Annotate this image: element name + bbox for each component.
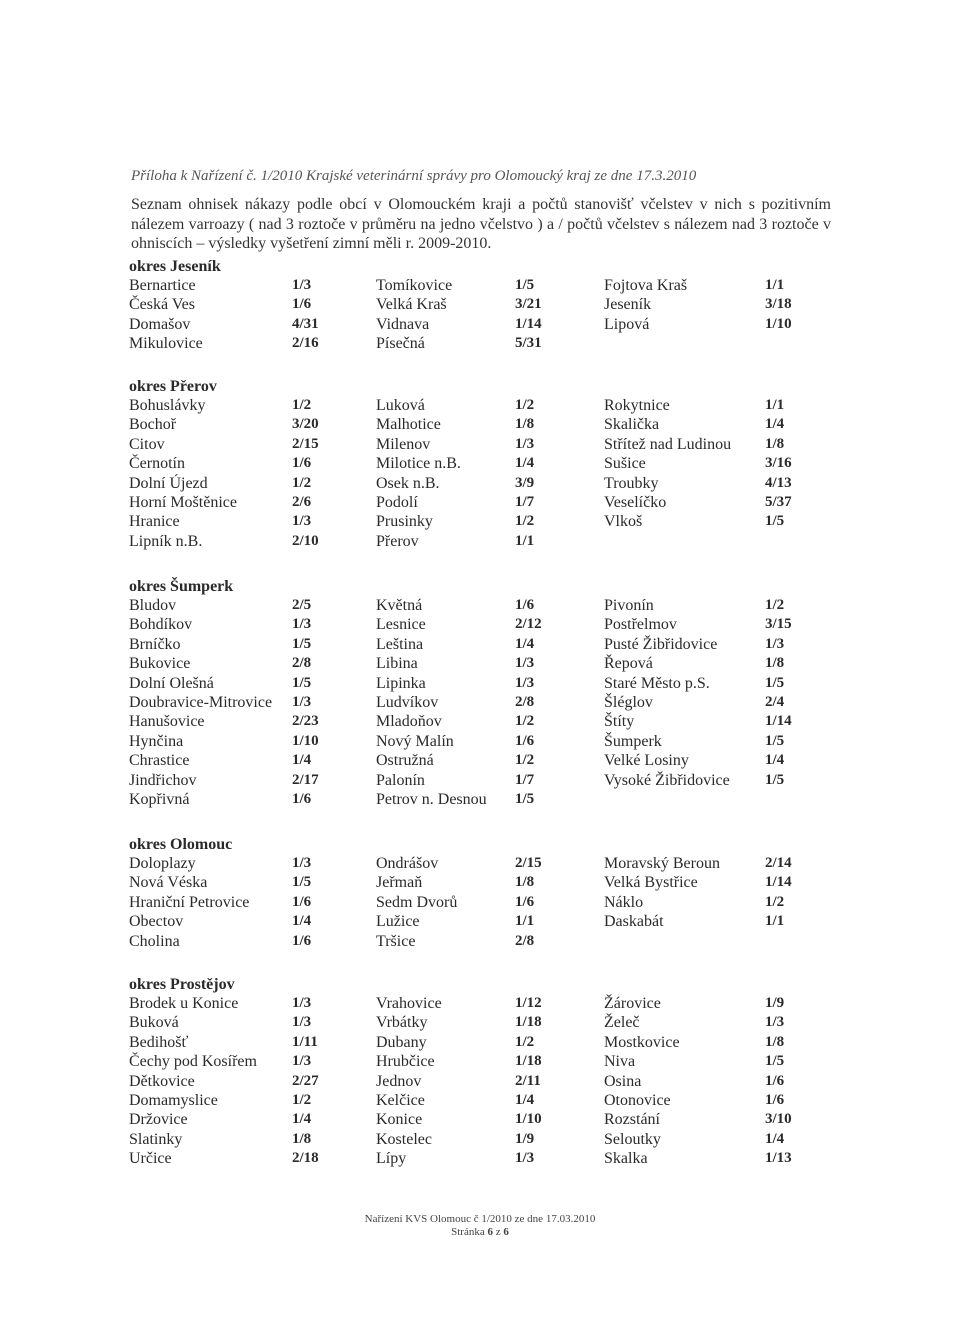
outbreak-count: 1/6: [292, 455, 312, 472]
outbreak-count: 1/1: [515, 532, 535, 549]
municipality-name: Kostelec: [376, 1130, 432, 1148]
municipality-name: Skalička: [604, 416, 660, 434]
outbreak-count: 1/10: [515, 1111, 542, 1128]
municipality-name: Velká Kraš: [376, 296, 447, 314]
outbreak-count: 1/5: [292, 635, 312, 652]
municipality-name: Skalka: [604, 1150, 648, 1168]
municipality-name: Buková: [129, 1014, 179, 1032]
municipality-grid: [129, 994, 849, 1169]
outbreak-count: 1/18: [515, 1053, 542, 1070]
outbreak-count: 1/2: [515, 397, 535, 413]
municipality-name: Bukovice: [129, 655, 191, 673]
page-footer: [0, 1213, 960, 1239]
outbreak-count: 1/2: [765, 893, 785, 910]
outbreak-count: 1/8: [292, 1130, 312, 1147]
municipality-name: Česká Ves: [129, 296, 195, 314]
outbreak-count: 1/8: [515, 416, 535, 433]
municipality-name: Žárovice: [604, 995, 661, 1012]
outbreak-count: 1/3: [292, 513, 312, 530]
outbreak-count: 1/4: [292, 913, 312, 930]
municipality-name: Bochoř: [129, 416, 177, 434]
intro-paragraph: Seznam ohnisek nákazy podle obcí v Olomouckém kraji a počtů stanovišť včelstev v nich s pozitivním nálezem varroazy ( nad 3 roztoče v průměru na jedno včelstvo ) a / počtů včelstev s nálezem nad 3 roztoče v ohniscích – výsledky vyšetření zimní měli r. 2009-2010.: [131, 196, 831, 252]
municipality-name: Horní Moštěnice: [129, 494, 237, 511]
municipality-name: Podolí: [376, 494, 418, 511]
outbreak-count: 1/6: [765, 1092, 785, 1108]
outbreak-count: 1/14: [515, 315, 542, 332]
municipality-name: Vrbátky: [376, 1014, 428, 1032]
outbreak-count: 3/18: [765, 296, 792, 313]
municipality-grid: [129, 396, 849, 551]
outbreak-count: 2/15: [515, 855, 542, 871]
page-current: 6: [487, 1226, 493, 1238]
municipality-name: Veselíčko: [604, 494, 667, 511]
municipality-name: Ostružná: [376, 752, 434, 770]
municipality-name: Jeseník: [604, 296, 652, 314]
outbreak-count: 1/5: [515, 791, 535, 807]
outbreak-count: 1/18: [515, 1014, 542, 1031]
outbreak-count: 2/4: [765, 694, 785, 710]
outbreak-count: 1/11: [292, 1033, 318, 1050]
section-title: okres Olomouc: [129, 836, 233, 853]
municipality-name: Držovice: [129, 1111, 188, 1129]
municipality-name: Fojtova Kraš: [604, 277, 688, 294]
municipality-name: Nový Malín: [376, 732, 454, 750]
outbreak-count: 1/7: [515, 771, 535, 788]
municipality-name: Mostkovice: [604, 1033, 680, 1051]
outbreak-count: 1/3: [765, 635, 785, 652]
municipality-name: Bedihošť: [129, 1033, 189, 1051]
outbreak-count: 1/2: [765, 597, 785, 613]
outbreak-count: 1/3: [515, 435, 535, 452]
municipality-name: Šléglov: [604, 694, 653, 711]
outbreak-count: 1/6: [515, 732, 535, 749]
outbreak-count: 1/3: [292, 995, 312, 1011]
outbreak-count: 1/5: [765, 771, 785, 788]
outbreak-count: 2/12: [515, 616, 542, 633]
outbreak-count: 1/3: [765, 1014, 785, 1031]
outbreak-count: 3/10: [765, 1111, 792, 1128]
municipality-name: Rokytnice: [604, 397, 670, 414]
municipality-name: Vlkoš: [604, 513, 643, 531]
municipality-grid: [129, 596, 849, 809]
outbreak-count: 2/5: [292, 597, 312, 613]
municipality-name: Mikulovice: [129, 335, 203, 353]
municipality-name: Troubky: [604, 474, 659, 492]
outbreak-count: 1/4: [515, 455, 535, 472]
outbreak-count: 1/1: [765, 913, 785, 930]
municipality-name: Seloutky: [604, 1130, 661, 1148]
outbreak-count: 2/23: [292, 713, 319, 730]
municipality-name: Řepová: [604, 655, 653, 673]
municipality-name: Štíty: [604, 713, 635, 731]
section-prostejov: [129, 975, 849, 1169]
municipality-name: Jednov: [376, 1072, 422, 1090]
outbreak-count: 5/31: [515, 335, 542, 352]
municipality-name: Tršice: [376, 932, 416, 950]
municipality-name: Otonovice: [604, 1092, 671, 1109]
municipality-name: Doubravice-Mitrovice: [129, 694, 273, 711]
municipality-name: Čechy pod Kosířem: [129, 1053, 257, 1071]
outbreak-count: 1/2: [292, 474, 312, 491]
outbreak-count: 1/1: [765, 397, 785, 413]
page-prefix: Stránka: [451, 1226, 485, 1238]
municipality-name: Petrov n. Desnou: [376, 791, 487, 808]
municipality-name: Hraniční Petrovice: [129, 893, 250, 911]
outbreak-count: 1/8: [515, 874, 535, 891]
municipality-name: Libina: [376, 655, 418, 673]
municipality-name: Chrastice: [129, 752, 190, 770]
outbreak-count: 1/7: [515, 494, 535, 510]
outbreak-count: 1/9: [765, 995, 785, 1011]
municipality-name: Prusinky: [376, 513, 433, 531]
municipality-name: Bohdíkov: [129, 616, 193, 634]
section-title: okres Prostějov: [129, 976, 235, 993]
outbreak-count: 2/6: [292, 494, 312, 510]
section-sumperk: [129, 577, 849, 809]
outbreak-count: 1/3: [292, 855, 312, 871]
municipality-name: Doloplazy: [129, 855, 196, 872]
municipality-name: Jindřichov: [129, 771, 197, 789]
outbreak-count: 1/5: [765, 732, 785, 749]
municipality-name: Dolní Újezd: [129, 474, 208, 492]
municipality-name: Milenov: [376, 435, 431, 453]
outbreak-count: 1/2: [515, 513, 535, 530]
municipality-name: Bohuslávky: [129, 397, 206, 414]
municipality-name: Náklo: [604, 893, 644, 911]
outbreak-count: 1/3: [292, 277, 312, 293]
municipality-name: Citov: [129, 435, 165, 453]
outbreak-count: 1/6: [765, 1072, 785, 1089]
municipality-name: Jeřmaň: [376, 874, 423, 892]
municipality-grid: [129, 276, 849, 354]
outbreak-count: 1/6: [515, 893, 535, 910]
municipality-name: Domamyslice: [129, 1092, 218, 1109]
outbreak-count: 2/16: [292, 335, 319, 352]
section-jesenik: [129, 257, 849, 354]
municipality-name: Vrahovice: [376, 995, 442, 1012]
section-prerov: [129, 377, 849, 551]
page-number: [0, 1226, 960, 1239]
section-olomouc: [129, 835, 849, 951]
outbreak-count: 1/13: [765, 1150, 792, 1167]
outbreak-count: 1/2: [515, 1033, 535, 1050]
municipality-name: Kopřivná: [129, 791, 190, 808]
outbreak-count: 3/16: [765, 455, 792, 472]
municipality-name: Hrubčice: [376, 1053, 435, 1071]
outbreak-count: 1/1: [765, 277, 785, 293]
municipality-name: Velké Losiny: [604, 752, 689, 770]
municipality-name: Luková: [376, 397, 425, 414]
municipality-name: Hynčina: [129, 732, 184, 750]
document-header: Příloha k Nařízení č. 1/2010 Krajské veterinární správy pro Olomoucký kraj ze dne 17.3.2010: [131, 168, 697, 184]
outbreak-count: 1/8: [765, 655, 785, 672]
outbreak-count: 3/20: [292, 416, 319, 433]
municipality-name: Bernartice: [129, 277, 196, 294]
municipality-name: Lužice: [376, 913, 420, 931]
outbreak-count: 1/14: [765, 713, 792, 730]
outbreak-count: 1/6: [292, 932, 312, 949]
municipality-name: Lípy: [376, 1150, 407, 1168]
municipality-name: Květná: [376, 597, 423, 614]
municipality-name: Dolní Olešná: [129, 674, 214, 692]
outbreak-count: 2/15: [292, 435, 319, 452]
outbreak-count: 1/4: [765, 416, 785, 433]
outbreak-count: 1/6: [292, 893, 312, 910]
outbreak-count: 1/5: [765, 1053, 785, 1070]
municipality-name: Lipová: [604, 315, 650, 333]
municipality-name: Milotice n.B.: [376, 455, 461, 473]
outbreak-count: 1/8: [765, 435, 785, 452]
outbreak-count: 2/27: [292, 1072, 319, 1089]
footer-reference: Nařízení KVS Olomouc č 1/2010 ze dne 17.03.2010: [364, 1213, 596, 1225]
outbreak-count: 5/37: [765, 494, 792, 510]
municipality-name: Sedm Dvorů: [376, 893, 458, 911]
outbreak-count: 1/8: [765, 1033, 785, 1050]
outbreak-count: 2/11: [515, 1072, 541, 1089]
municipality-name: Ludvíkov: [376, 694, 439, 711]
outbreak-count: 3/21: [515, 296, 542, 313]
municipality-name: Určice: [129, 1150, 172, 1168]
municipality-name: Leština: [376, 635, 424, 653]
municipality-name: Osek n.B.: [376, 474, 440, 492]
outbreak-count: 1/4: [292, 752, 312, 769]
municipality-name: Moravský Beroun: [604, 855, 720, 872]
municipality-name: Tomíkovice: [376, 277, 453, 294]
municipality-name: Šumperk: [604, 732, 662, 750]
municipality-name: Dětkovice: [129, 1072, 195, 1090]
municipality-name: Niva: [604, 1053, 636, 1071]
municipality-name: Želeč: [604, 1014, 640, 1032]
outbreak-count: 1/4: [292, 1111, 312, 1128]
municipality-name: Palonín: [376, 771, 425, 789]
outbreak-count: 1/4: [515, 1092, 535, 1108]
municipality-name: Vidnava: [376, 315, 430, 333]
outbreak-count: 1/2: [292, 1092, 312, 1108]
outbreak-count: 1/3: [515, 1150, 535, 1167]
outbreak-count: 1/4: [765, 1130, 785, 1147]
outbreak-count: 1/2: [292, 397, 312, 413]
outbreak-count: 1/5: [765, 674, 785, 691]
municipality-name: Nová Véska: [129, 874, 208, 892]
outbreak-count: 1/3: [515, 655, 535, 672]
municipality-name: Střítež nad Ludinou: [604, 435, 732, 453]
outbreak-count: 3/15: [765, 616, 792, 633]
outbreak-count: 1/3: [292, 1053, 312, 1070]
municipality-name: Kelčice: [376, 1092, 425, 1109]
section-title: okres Přerov: [129, 378, 217, 395]
outbreak-count: 2/14: [765, 855, 792, 871]
municipality-name: Přerov: [376, 532, 419, 550]
municipality-name: Vysoké Žibřidovice: [604, 771, 730, 789]
municipality-name: Rozstání: [604, 1111, 660, 1129]
municipality-name: Hranice: [129, 513, 180, 531]
municipality-name: Ondrášov: [376, 855, 439, 872]
outbreak-count: 1/9: [515, 1130, 535, 1147]
outbreak-count: 1/12: [515, 995, 542, 1011]
municipality-name: Obectov: [129, 913, 184, 931]
municipality-name: Hanušovice: [129, 713, 205, 731]
outbreak-count: 1/3: [292, 694, 312, 710]
municipality-name: Staré Město p.S.: [604, 674, 710, 692]
outbreak-count: 1/5: [515, 277, 535, 293]
outbreak-count: 2/17: [292, 771, 319, 788]
outbreak-count: 2/8: [515, 694, 535, 710]
outbreak-count: 1/6: [515, 597, 535, 613]
municipality-name: Konice: [376, 1111, 423, 1129]
municipality-name: Domašov: [129, 315, 191, 333]
municipality-name: Pusté Žibřidovice: [604, 635, 718, 653]
municipality-name: Lipník n.B.: [129, 532, 203, 550]
outbreak-count: 1/4: [515, 635, 535, 652]
municipality-name: Osina: [604, 1072, 642, 1090]
outbreak-count: 1/3: [515, 674, 535, 691]
section-title: okres Šumperk: [129, 578, 234, 595]
municipality-name: Dubany: [376, 1033, 427, 1051]
municipality-name: Velká Bystřice: [604, 874, 698, 892]
municipality-name: Slatinky: [129, 1130, 183, 1148]
municipality-name: Brodek u Konice: [129, 995, 239, 1012]
outbreak-count: 1/5: [292, 674, 312, 691]
outbreak-count: 2/8: [292, 655, 312, 672]
outbreak-count: 1/14: [765, 874, 792, 891]
outbreak-count: 1/10: [292, 732, 319, 749]
section-title: okres Jeseník: [129, 258, 221, 275]
municipality-name: Pivonín: [604, 597, 654, 614]
outbreak-count: 3/9: [515, 474, 535, 491]
outbreak-count: 1/3: [292, 616, 312, 633]
outbreak-count: 4/13: [765, 474, 792, 491]
municipality-name: Daskabát: [604, 913, 664, 931]
municipality-name: Bludov: [129, 597, 177, 614]
municipality-name: Lesnice: [376, 616, 426, 634]
municipality-name: Brníčko: [129, 635, 181, 653]
page-separator: z: [495, 1226, 501, 1238]
outbreak-count: 1/10: [765, 315, 792, 332]
municipality-name: Písečná: [376, 335, 425, 353]
outbreak-count: 2/10: [292, 532, 319, 549]
outbreak-count: 4/31: [292, 315, 319, 332]
municipality-name: Černotín: [129, 455, 185, 473]
outbreak-count: 1/5: [292, 874, 312, 891]
page-total: 6: [503, 1226, 509, 1238]
municipality-name: Sušice: [604, 455, 646, 473]
outbreak-count: 1/1: [515, 913, 535, 930]
outbreak-count: 1/3: [292, 1014, 312, 1031]
municipality-name: Mladoňov: [376, 713, 442, 731]
municipality-name: Postřelmov: [604, 616, 677, 634]
municipality-name: Cholina: [129, 932, 180, 950]
outbreak-count: 1/2: [515, 713, 535, 730]
outbreak-count: 1/6: [292, 791, 312, 807]
outbreak-count: 1/6: [292, 296, 312, 313]
municipality-name: Lipinka: [376, 674, 426, 692]
outbreak-count: 1/4: [765, 752, 785, 769]
outbreak-count: 2/18: [292, 1150, 319, 1167]
outbreak-count: 1/2: [515, 752, 535, 769]
outbreak-count: 2/8: [515, 932, 535, 949]
municipality-grid: [129, 854, 849, 951]
outbreak-count: 1/5: [765, 513, 785, 530]
municipality-name: Malhotice: [376, 416, 441, 434]
